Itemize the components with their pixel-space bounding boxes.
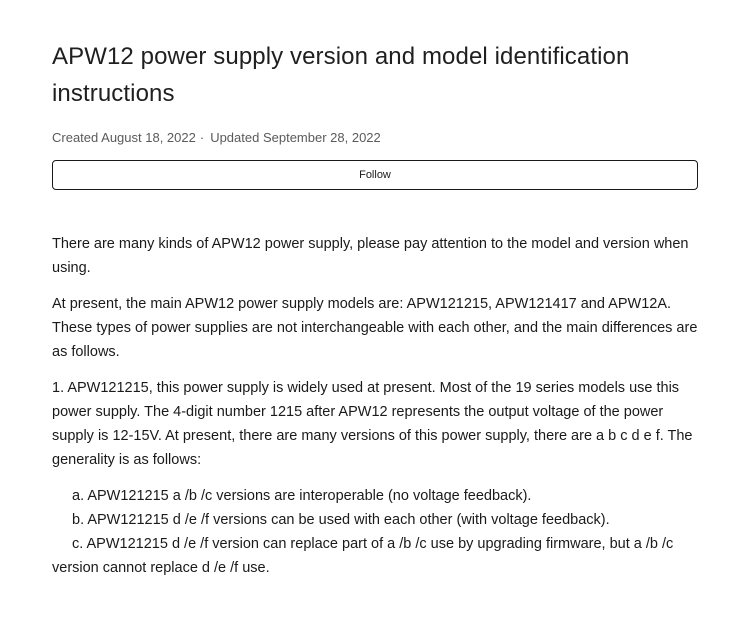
updated-date: Updated September 28, 2022 bbox=[210, 130, 381, 145]
follow-button[interactable]: Follow bbox=[52, 160, 698, 190]
list-item: b. APW121215 d /e /f versions can be used with each other (with voltage feedback). bbox=[72, 512, 610, 528]
article-meta bbox=[52, 129, 698, 147]
page-title: APW12 power supply version and model identification instructions bbox=[52, 43, 630, 107]
paragraph-apw121215: 1. APW121215, this power supply is widely used at present. Most of the 19 series models use this power supply. The 4-digit number 1215 after APW12 represents the output voltage of the power supply is 12-15V. At present, there are many versions of this power supply, there are a b c d e f. The generality is as follows: bbox=[52, 380, 693, 468]
created-date: Created August 18, 2022 bbox=[52, 130, 196, 145]
meta-separator: · bbox=[199, 130, 205, 145]
paragraph-models: At present, the main APW12 power supply models are: APW121215, APW121417 and APW12A. These types of power supplies are not interchangeable with each other, and the main differences are as follows. bbox=[52, 296, 698, 360]
article bbox=[52, 38, 698, 580]
list-item: c. APW121215 d /e /f version can replace part of a /b /c use by upgrading firmware, but a /b /c version cannot replace d /e /f use. bbox=[52, 536, 674, 576]
list-item: a. APW121215 a /b /c versions are interoperable (no voltage feedback). bbox=[72, 488, 532, 504]
article-body bbox=[52, 232, 698, 580]
version-list bbox=[52, 484, 698, 580]
paragraph-intro: There are many kinds of APW12 power supply, please pay attention to the model and version when using. bbox=[52, 236, 689, 276]
